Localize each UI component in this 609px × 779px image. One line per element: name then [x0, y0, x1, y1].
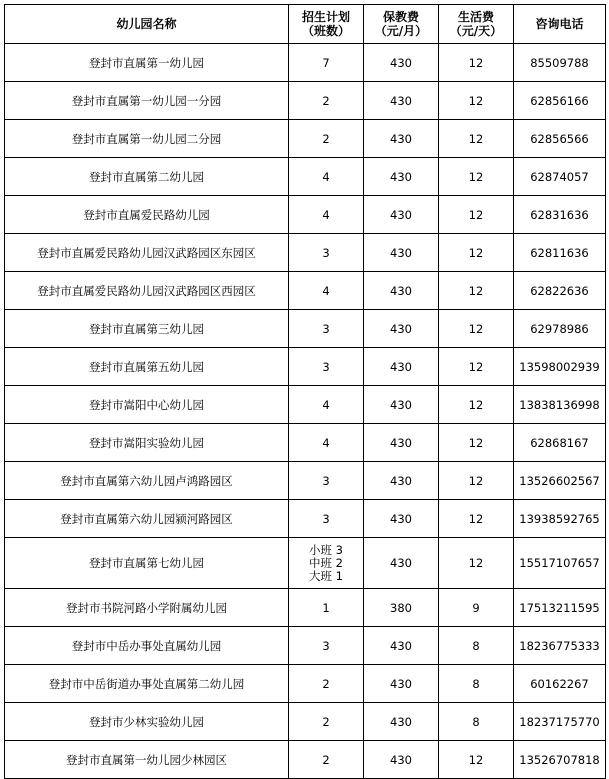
table-row	[5, 348, 606, 386]
living-fee-cell: 9	[439, 589, 514, 627]
phone-cell: 62874057	[514, 158, 606, 196]
phone-cell: 62856166	[514, 82, 606, 120]
tuition-fee-cell: 430	[364, 44, 439, 82]
table-row	[5, 703, 606, 741]
phone-cell: 13526707818	[514, 741, 606, 779]
enrollment-plan-cell: 2	[289, 741, 364, 779]
tuition-fee-cell: 430	[364, 120, 439, 158]
enrollment-plan-cell: 1	[289, 589, 364, 627]
tuition-fee-cell: 430	[364, 424, 439, 462]
header-phone-label: 咨询电话	[535, 17, 584, 31]
table-row	[5, 589, 606, 627]
phone-cell: 62856566	[514, 120, 606, 158]
kindergarten-name-cell: 登封市直属爱民路幼儿园汉武路园区西园区	[5, 272, 289, 310]
tuition-fee-cell: 430	[364, 538, 439, 589]
header-plan	[289, 5, 364, 44]
living-fee-cell: 12	[439, 386, 514, 424]
table-row	[5, 462, 606, 500]
living-fee-cell: 12	[439, 44, 514, 82]
tuition-fee-cell: 430	[364, 158, 439, 196]
phone-cell: 15517107657	[514, 538, 606, 589]
header-living-line1: 生活费	[457, 10, 494, 24]
kindergarten-name-cell: 登封市嵩阳实验幼儿园	[5, 424, 289, 462]
table-row	[5, 424, 606, 462]
table-row	[5, 500, 606, 538]
kindergarten-name-cell: 登封市直属第六幼儿园卢鸿路园区	[5, 462, 289, 500]
enrollment-plan-line: 中班 2	[309, 555, 343, 570]
tuition-fee-cell: 380	[364, 589, 439, 627]
kindergarten-name-cell: 登封市直属爱民路幼儿园汉武路园区东园区	[5, 234, 289, 272]
kindergarten-name-cell: 登封市书院河路小学附属幼儿园	[5, 589, 289, 627]
phone-cell: 13938592765	[514, 500, 606, 538]
enrollment-plan-cell: 4	[289, 272, 364, 310]
enrollment-plan-cell: 4	[289, 386, 364, 424]
enrollment-plan-cell: 2	[289, 703, 364, 741]
tuition-fee-cell: 430	[364, 665, 439, 703]
header-plan-line1: 招生计划	[301, 10, 350, 24]
living-fee-cell: 12	[439, 500, 514, 538]
kindergarten-name-cell: 登封市中岳办事处直属幼儿园	[5, 627, 289, 665]
living-fee-cell: 12	[439, 82, 514, 120]
tuition-fee-cell: 430	[364, 627, 439, 665]
kindergarten-name-cell: 登封市直属第五幼儿园	[5, 348, 289, 386]
living-fee-cell: 8	[439, 703, 514, 741]
kindergarten-name-cell: 登封市少林实验幼儿园	[5, 703, 289, 741]
table-row	[5, 310, 606, 348]
kindergarten-name-cell: 登封市直属第六幼儿园颍河路园区	[5, 500, 289, 538]
header-fee	[364, 5, 439, 44]
living-fee-cell: 12	[439, 310, 514, 348]
phone-cell: 17513211595	[514, 589, 606, 627]
phone-cell: 62811636	[514, 234, 606, 272]
enrollment-plan-cell: 3	[289, 348, 364, 386]
living-fee-cell: 12	[439, 272, 514, 310]
kindergarten-table	[4, 4, 606, 779]
enrollment-plan-cell: 3	[289, 500, 364, 538]
table-row	[5, 538, 606, 589]
tuition-fee-cell: 430	[364, 234, 439, 272]
tuition-fee-cell: 430	[364, 741, 439, 779]
table-row	[5, 158, 606, 196]
enrollment-plan-cell	[289, 538, 364, 589]
enrollment-plan-cell: 2	[289, 665, 364, 703]
kindergarten-name-cell: 登封市直属第一幼儿园少林园区	[5, 741, 289, 779]
header-name	[5, 5, 289, 44]
phone-cell: 62978986	[514, 310, 606, 348]
kindergarten-name-cell: 登封市直属第一幼儿园	[5, 44, 289, 82]
table-row	[5, 386, 606, 424]
living-fee-cell: 12	[439, 424, 514, 462]
enrollment-plan-cell: 3	[289, 462, 364, 500]
tuition-fee-cell: 430	[364, 462, 439, 500]
phone-cell: 62822636	[514, 272, 606, 310]
kindergarten-name-cell: 登封市直属第三幼儿园	[5, 310, 289, 348]
header-living-line2: （元/天）	[449, 24, 503, 38]
enrollment-plan-cell: 2	[289, 120, 364, 158]
tuition-fee-cell: 430	[364, 703, 439, 741]
kindergarten-name-cell: 登封市直属第七幼儿园	[5, 538, 289, 589]
enrollment-plan-line: 大班 1	[309, 568, 343, 583]
enrollment-plan-cell: 4	[289, 196, 364, 234]
table-row	[5, 741, 606, 779]
kindergarten-name-cell: 登封市直属第一幼儿园一分园	[5, 82, 289, 120]
phone-cell: 85509788	[514, 44, 606, 82]
living-fee-cell: 8	[439, 665, 514, 703]
phone-cell: 62868167	[514, 424, 606, 462]
phone-cell: 60162267	[514, 665, 606, 703]
header-living	[439, 5, 514, 44]
phone-cell: 13838136998	[514, 386, 606, 424]
phone-cell: 62831636	[514, 196, 606, 234]
kindergarten-name-cell: 登封市直属第二幼儿园	[5, 158, 289, 196]
enrollment-plan-cell: 3	[289, 310, 364, 348]
enrollment-plan-cell: 4	[289, 158, 364, 196]
living-fee-cell: 12	[439, 462, 514, 500]
phone-cell: 18237175770	[514, 703, 606, 741]
table-row	[5, 82, 606, 120]
tuition-fee-cell: 430	[364, 82, 439, 120]
table-row	[5, 627, 606, 665]
tuition-fee-cell: 430	[364, 196, 439, 234]
enrollment-plan-cell: 3	[289, 627, 364, 665]
phone-cell: 13598002939	[514, 348, 606, 386]
living-fee-cell: 12	[439, 158, 514, 196]
header-plan-line2: （班数）	[301, 24, 350, 38]
enrollment-plan-cell: 7	[289, 44, 364, 82]
header-phone	[514, 5, 606, 44]
header-name-label: 幼儿园名称	[116, 17, 177, 31]
phone-cell: 13526602567	[514, 462, 606, 500]
tuition-fee-cell: 430	[364, 386, 439, 424]
kindergarten-name-cell: 登封市中岳街道办事处直属第二幼儿园	[5, 665, 289, 703]
tuition-fee-cell: 430	[364, 500, 439, 538]
table-row	[5, 665, 606, 703]
table-header-row	[5, 5, 606, 44]
tuition-fee-cell: 430	[364, 310, 439, 348]
tuition-fee-cell: 430	[364, 348, 439, 386]
enrollment-plan-line: 小班 3	[309, 542, 343, 557]
table-row	[5, 44, 606, 82]
living-fee-cell: 8	[439, 627, 514, 665]
kindergarten-name-cell: 登封市嵩阳中心幼儿园	[5, 386, 289, 424]
tuition-fee-cell: 430	[364, 272, 439, 310]
living-fee-cell: 12	[439, 348, 514, 386]
table-row	[5, 272, 606, 310]
header-fee-line1: 保教费	[382, 10, 419, 24]
living-fee-cell: 12	[439, 741, 514, 779]
living-fee-cell: 12	[439, 234, 514, 272]
living-fee-cell: 12	[439, 120, 514, 158]
kindergarten-name-cell: 登封市直属第一幼儿园二分园	[5, 120, 289, 158]
table-row	[5, 196, 606, 234]
living-fee-cell: 12	[439, 538, 514, 589]
enrollment-plan-cell: 2	[289, 82, 364, 120]
living-fee-cell: 12	[439, 196, 514, 234]
enrollment-plan-cell: 3	[289, 234, 364, 272]
table-row	[5, 120, 606, 158]
kindergarten-name-cell: 登封市直属爱民路幼儿园	[5, 196, 289, 234]
table-row	[5, 234, 606, 272]
header-fee-line2: （元/月）	[374, 24, 428, 38]
enrollment-plan-cell: 4	[289, 424, 364, 462]
phone-cell: 18236775333	[514, 627, 606, 665]
